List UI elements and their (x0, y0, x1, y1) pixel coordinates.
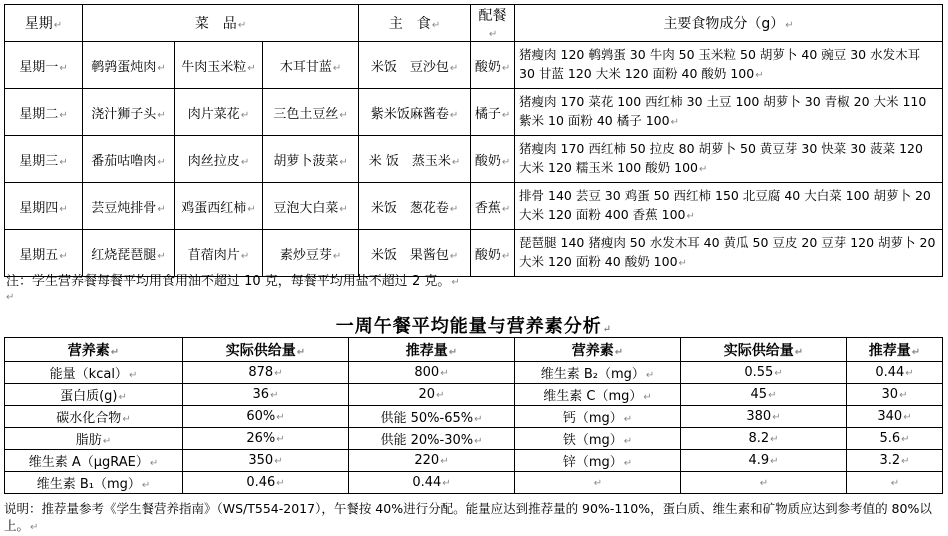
table-row (5, 472, 943, 494)
staple-cell: 米饭 果酱包↵ (359, 230, 471, 277)
side-cell: 香蕉↵ (471, 183, 515, 230)
actual-header: 实际供给量↵ (183, 338, 349, 362)
dish-cell: 芸豆炖排骨↵ (83, 183, 175, 230)
ingredients-cell: 猪瘦肉 170 菜花 100 西红柿 30 土豆 100 胡萝卜 30 青椒 20 大米 110 紫米 10 面粉 40 橘子 100↵ (515, 89, 943, 136)
nutrient-header: 营养素↵ (515, 338, 681, 362)
ingredients-cell: 猪瘦肉 120 鹌鹑蛋 30 牛肉 50 玉米粒 50 胡萝卜 40 豌豆 30 水发木耳 30 甘蓝 120 大米 120 面粉 40 酸奶 100↵ (515, 42, 943, 89)
dish-cell: 牛肉玉米粒↵ (175, 42, 263, 89)
nutrient-header: 营养素↵ (5, 338, 183, 362)
dish-cell: 鸡蛋西红柿↵ (175, 183, 263, 230)
actual-cell: 8.2↵ (681, 428, 847, 450)
nutrient-cell: 能量（kcal）↵ (5, 362, 183, 384)
weekday-cell: 星期三↵ (5, 136, 83, 183)
table-row (5, 89, 943, 136)
dish-cell: 胡萝卜菠菜↵ (263, 136, 359, 183)
dish-cell: 木耳甘蓝↵ (263, 42, 359, 89)
side-cell: 酸奶↵ (471, 42, 515, 89)
weekday-cell: 星期四↵ (5, 183, 83, 230)
table-row (5, 183, 943, 230)
side-header: 配餐↵ (471, 5, 515, 42)
staple-header: 主 食↵ (359, 5, 471, 42)
actual-cell: 0.55↵ (681, 362, 847, 384)
dishes-header: 菜 品↵ (83, 5, 359, 42)
weekday-header: 星期↵ (5, 5, 83, 42)
staple-cell: 米饭 豆沙包↵ (359, 42, 471, 89)
recommended-cell: 供能 20%-30%↵ (349, 428, 515, 450)
recommended-cell: 30↵ (847, 384, 943, 406)
ingredients-cell: 琵琶腿 140 猪瘦肉 50 水发木耳 40 黄瓜 50 豆皮 20 豆芽 120 胡萝卜 20 大米 120 面粉 40 酸奶 100↵ (515, 230, 943, 277)
weekday-cell: 星期二↵ (5, 89, 83, 136)
nutrient-cell: ↵ (515, 472, 681, 494)
recommended-cell: 0.44↵ (349, 472, 515, 494)
recommended-cell: ↵ (847, 472, 943, 494)
actual-cell: 36↵ (183, 384, 349, 406)
nutrient-cell: 维生素 B₂（mg）↵ (515, 362, 681, 384)
dish-cell: 豆泡大白菜↵ (263, 183, 359, 230)
dish-cell: 三色土豆丝↵ (263, 89, 359, 136)
table-row (5, 406, 943, 428)
actual-cell: 350↵ (183, 450, 349, 472)
ingredients-cell: 猪瘦肉 170 西红柿 50 拉皮 80 胡萝卜 50 黄豆芽 30 快菜 30 菠菜 120 大米 120 糯玉米 100 酸奶 100↵ (515, 136, 943, 183)
nutrient-cell: 脂肪↵ (5, 428, 183, 450)
weekly-menu-table (4, 4, 943, 277)
paragraph-mark: ↵ (6, 292, 15, 303)
side-cell: 橘子↵ (471, 89, 515, 136)
recommended-header: 推荐量↵ (847, 338, 943, 362)
dish-cell: 鹌鹑蛋炖肉↵ (83, 42, 175, 89)
recommended-cell: 供能 50%-65%↵ (349, 406, 515, 428)
side-cell: 酸奶↵ (471, 136, 515, 183)
recommended-header: 推荐量↵ (349, 338, 515, 362)
recommended-cell: 220↵ (349, 450, 515, 472)
nutrient-cell: 维生素 B₁（mg）↵ (5, 472, 183, 494)
weekday-cell: 星期一↵ (5, 42, 83, 89)
table-row (5, 450, 943, 472)
staple-cell: 米 饭 蒸玉米↵ (359, 136, 471, 183)
dish-cell: 肉丝拉皮↵ (175, 136, 263, 183)
dish-cell: 番茄咕噜肉↵ (83, 136, 175, 183)
nutrient-header-row (5, 338, 943, 362)
nutrition-footnote: 说明：推荐量参考《学生餐营养指南》（WS/T554-2017），午餐按 40%进行分配。能量应达到推荐量的 90%-110%，蛋白质、维生素和矿物质应达到参考值的 80%以上。↵ (4, 501, 932, 533)
dish-cell: 素炒豆芽↵ (263, 230, 359, 277)
actual-cell: 380↵ (681, 406, 847, 428)
actual-cell: ↵ (681, 472, 847, 494)
staple-cell: 紫米饭麻酱卷↵ (359, 89, 471, 136)
recommended-cell: 0.44↵ (847, 362, 943, 384)
nutrient-analysis-table (4, 337, 943, 494)
side-cell: 酸奶↵ (471, 230, 515, 277)
ingredients-header: 主要食物成分（g）↵ (515, 5, 943, 42)
weekday-cell: 星期五↵ (5, 230, 83, 277)
menu-note: 注：学生营养餐每餐平均用食用油不超过 10 克，每餐平均用盐不超过 2 克。↵ (6, 274, 460, 289)
ingredients-cell: 排骨 140 芸豆 30 鸡蛋 50 西红柿 150 北豆腐 40 大白菜 100 胡萝卜 20 大米 120 面粉 400 香蕉 100↵ (515, 183, 943, 230)
table-row (5, 136, 943, 183)
recommended-cell: 800↵ (349, 362, 515, 384)
nutrient-cell: 锌（mg）↵ (515, 450, 681, 472)
actual-cell: 0.46↵ (183, 472, 349, 494)
actual-header: 实际供给量↵ (681, 338, 847, 362)
table-row (5, 42, 943, 89)
recommended-cell: 3.2↵ (847, 450, 943, 472)
table-row (5, 362, 943, 384)
actual-cell: 4.9↵ (681, 450, 847, 472)
recommended-cell: 5.6↵ (847, 428, 943, 450)
nutrient-cell: 铁（mg）↵ (515, 428, 681, 450)
table-row (5, 384, 943, 406)
recommended-cell: 340↵ (847, 406, 943, 428)
actual-cell: 878↵ (183, 362, 349, 384)
dish-cell: 浇汁狮子头↵ (83, 89, 175, 136)
actual-cell: 45↵ (681, 384, 847, 406)
nutrition-title: 一周午餐平均能量与营养素分析↵ (335, 316, 613, 337)
menu-header-row (5, 5, 943, 42)
dish-cell: 肉片菜花↵ (175, 89, 263, 136)
recommended-cell: 20↵ (349, 384, 515, 406)
nutrient-cell: 维生素 A（μgRAE）↵ (5, 450, 183, 472)
dish-cell: 苜蓿肉片↵ (175, 230, 263, 277)
staple-cell: 米饭 葱花卷↵ (359, 183, 471, 230)
nutrient-cell: 钙（mg）↵ (515, 406, 681, 428)
actual-cell: 26%↵ (183, 428, 349, 450)
nutrient-cell: 维生素 C（mg）↵ (515, 384, 681, 406)
nutrient-cell: 蛋白质(g)↵ (5, 384, 183, 406)
nutrient-cell: 碳水化合物↵ (5, 406, 183, 428)
table-row (5, 428, 943, 450)
actual-cell: 60%↵ (183, 406, 349, 428)
dish-cell: 红烧琵琶腿↵ (83, 230, 175, 277)
